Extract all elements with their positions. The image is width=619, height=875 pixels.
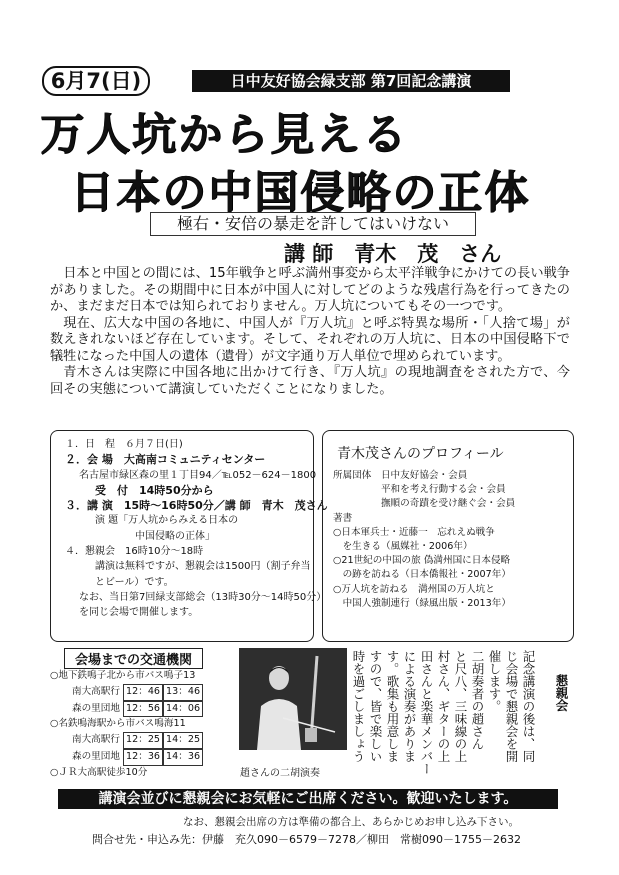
transit-time: 14：06 — [163, 701, 203, 718]
profile-line: ○日本軍兵士・近藤一 忘れえぬ戦争 — [333, 526, 495, 538]
transit-label: ○地下鉄鳴子北から市バス鳴子13 — [50, 670, 196, 681]
info-theme-2: 中国侵略の正体」 — [135, 530, 215, 542]
party-line: と尺八、三味線の上 — [453, 650, 468, 763]
welcome-banner: 講演会並びに懇親会にお気軽にご出席ください。歓迎いたします。 — [58, 789, 558, 809]
transit-time: 12：36 — [123, 749, 163, 766]
info-theme-1: 演 題「万人坑からみえる日本の — [95, 515, 239, 527]
info-reception: 受 付 14時50分から — [95, 483, 214, 497]
transit-time: 12：56 — [123, 701, 163, 718]
info-date: １．日 程 ６月７日(日) — [65, 439, 183, 450]
profile-line: の跡を訪ねる（日本僑報社・2007年） — [333, 569, 511, 581]
transit-row — [50, 749, 230, 766]
party-description — [353, 650, 537, 776]
info-note-2: を同じ会場で開催します。 — [79, 607, 199, 619]
transit-label: 南大高駅行 — [72, 685, 120, 697]
intro-text — [50, 266, 570, 398]
organizer-banner: 日中友好協会緑支部 第7回記念講演 — [192, 70, 510, 92]
transit-section — [50, 648, 230, 781]
profile-line: ○万人坑を訪ねる 満州国の万人坑と — [333, 583, 495, 595]
event-info-box — [50, 430, 328, 642]
transit-time: 12：46 — [123, 684, 163, 701]
transit-time: 12：25 — [123, 732, 163, 749]
info-party-note-2: とビール）です。 — [95, 576, 174, 588]
photo-caption: 趙さんの二胡演奏 — [240, 768, 320, 779]
party-title: 懇親会 — [554, 674, 569, 712]
profile-line: 著書 — [333, 512, 353, 524]
profile-line: 平和を考え行動する会・会員 — [333, 484, 506, 496]
transit-row — [50, 669, 230, 684]
transit-label: ○ＪＲ大高駅徒歩10分 — [50, 766, 148, 778]
lecturer-name: 講 師 青木 茂 さん — [284, 241, 502, 266]
party-line: 時を過ごしましょう — [351, 650, 366, 763]
info-party-note-1: 講演は無料ですが、懇親会は1500円（割子弁当 — [95, 561, 311, 573]
party-line: 村さん、ギターの上 — [436, 650, 451, 763]
transit-time: 13：46 — [163, 684, 203, 701]
profile-heading: 青木茂さんのプロフィール — [337, 446, 504, 462]
profile-box — [322, 430, 574, 642]
profile-line: ○21世紀の中国の旅 偽満州国に日本侵略 — [333, 555, 511, 567]
profile-line: 所属団体 日中友好協会・会員 — [333, 470, 468, 481]
title-line-2: 日本の中国侵略の正体 — [70, 167, 530, 218]
profile-line: 中国人強制連行（緑風出版・2013年） — [333, 597, 511, 609]
profile-line: を生きる（風媒社・2006年） — [333, 541, 473, 553]
transit-row — [50, 732, 230, 749]
transit-label: 森の里団地 — [72, 750, 120, 762]
transit-heading: 会場までの交通機関 — [64, 648, 203, 669]
event-date-badge: 6月7(日) — [42, 66, 150, 96]
erhu-player-illustration — [239, 648, 347, 750]
transit-row — [50, 766, 230, 781]
party-line: による演奏がありま — [402, 650, 417, 763]
party-line: 田さんと楽華メンバー — [419, 650, 434, 775]
info-address: 名古屋市緑区森の里１丁目94／℡052－624－1800 — [79, 469, 317, 481]
party-line: じ会場で懇親会を開 — [504, 650, 519, 763]
transit-time: 14：25 — [163, 732, 203, 749]
intro-paragraph-1: 日本と中国との間には、15年戦争と呼ぶ満州事変から太平洋戦争にかけての長い戦争がありました。その期間中に日本が中国人に対してどのような残虐行為を行ってきたのか、まだまだ日本では知られておりません。万人坑についてもその一つです。 — [50, 266, 570, 314]
party-line: す。歌集も用意しま — [385, 650, 400, 763]
transit-label: ○名鉄鳴海駅から市バス鳴海11 — [50, 718, 186, 730]
transit-label: 南大高駅行 — [72, 734, 120, 746]
party-line: すので、皆で楽しい — [368, 650, 383, 763]
title-line-1: 万人坑から見える — [40, 109, 408, 160]
intro-paragraph-2: 現在、広大な中国の各地に、中国人が『万人坑』と呼ぶ特異な場所・「人捨て場」が数えきれないほど存在しています。そして、それぞれの万人坑に、日本の中国侵略下で犠牲になった中国人の遺体（遺骨）が文字通り万人単位で埋められています。 — [50, 315, 570, 364]
performer-photo — [239, 648, 347, 750]
transit-row — [50, 701, 230, 718]
contact-info: 問合せ先・申込み先：伊藤 充久090－6579－7278／柳田 常樹090－1755－2632 — [92, 833, 521, 846]
transit-time: 14：36 — [163, 749, 203, 766]
transit-row — [50, 717, 230, 732]
info-lecture: ３．講 演 15時～16時50分／講 師 青木 茂さん — [65, 499, 328, 513]
registration-note: なお、懇親会出席の方は準備の都合上、あらかじめお申し込み下さい。 — [183, 816, 519, 828]
party-line: 記念講演の後は、同 — [521, 650, 536, 763]
transit-row — [50, 684, 230, 701]
subtitle: 極右・安倍の暴走を許してはいけない — [150, 212, 476, 236]
info-venue: ２．会 場 大高南コミュニティセンター — [65, 453, 266, 467]
info-note-1: なお、当日第7回緑支部総会（13時30分～14時50分） — [79, 591, 327, 603]
info-party: ４．懇親会 16時10分～18時 — [65, 546, 204, 558]
transit-label: 森の里団地 — [72, 702, 120, 714]
profile-line: 撫順の奇蹟を受け継ぐ会・会員 — [333, 498, 516, 510]
party-line: 催します。 — [487, 650, 502, 713]
party-line: 二胡奏者の趙さん — [470, 650, 485, 750]
intro-paragraph-3: 青木さんは実際に中国各地に出かけて行き、『万人坑』の現地調査をされた方で、今回その実態について講演していただくことになりました。 — [50, 365, 570, 397]
